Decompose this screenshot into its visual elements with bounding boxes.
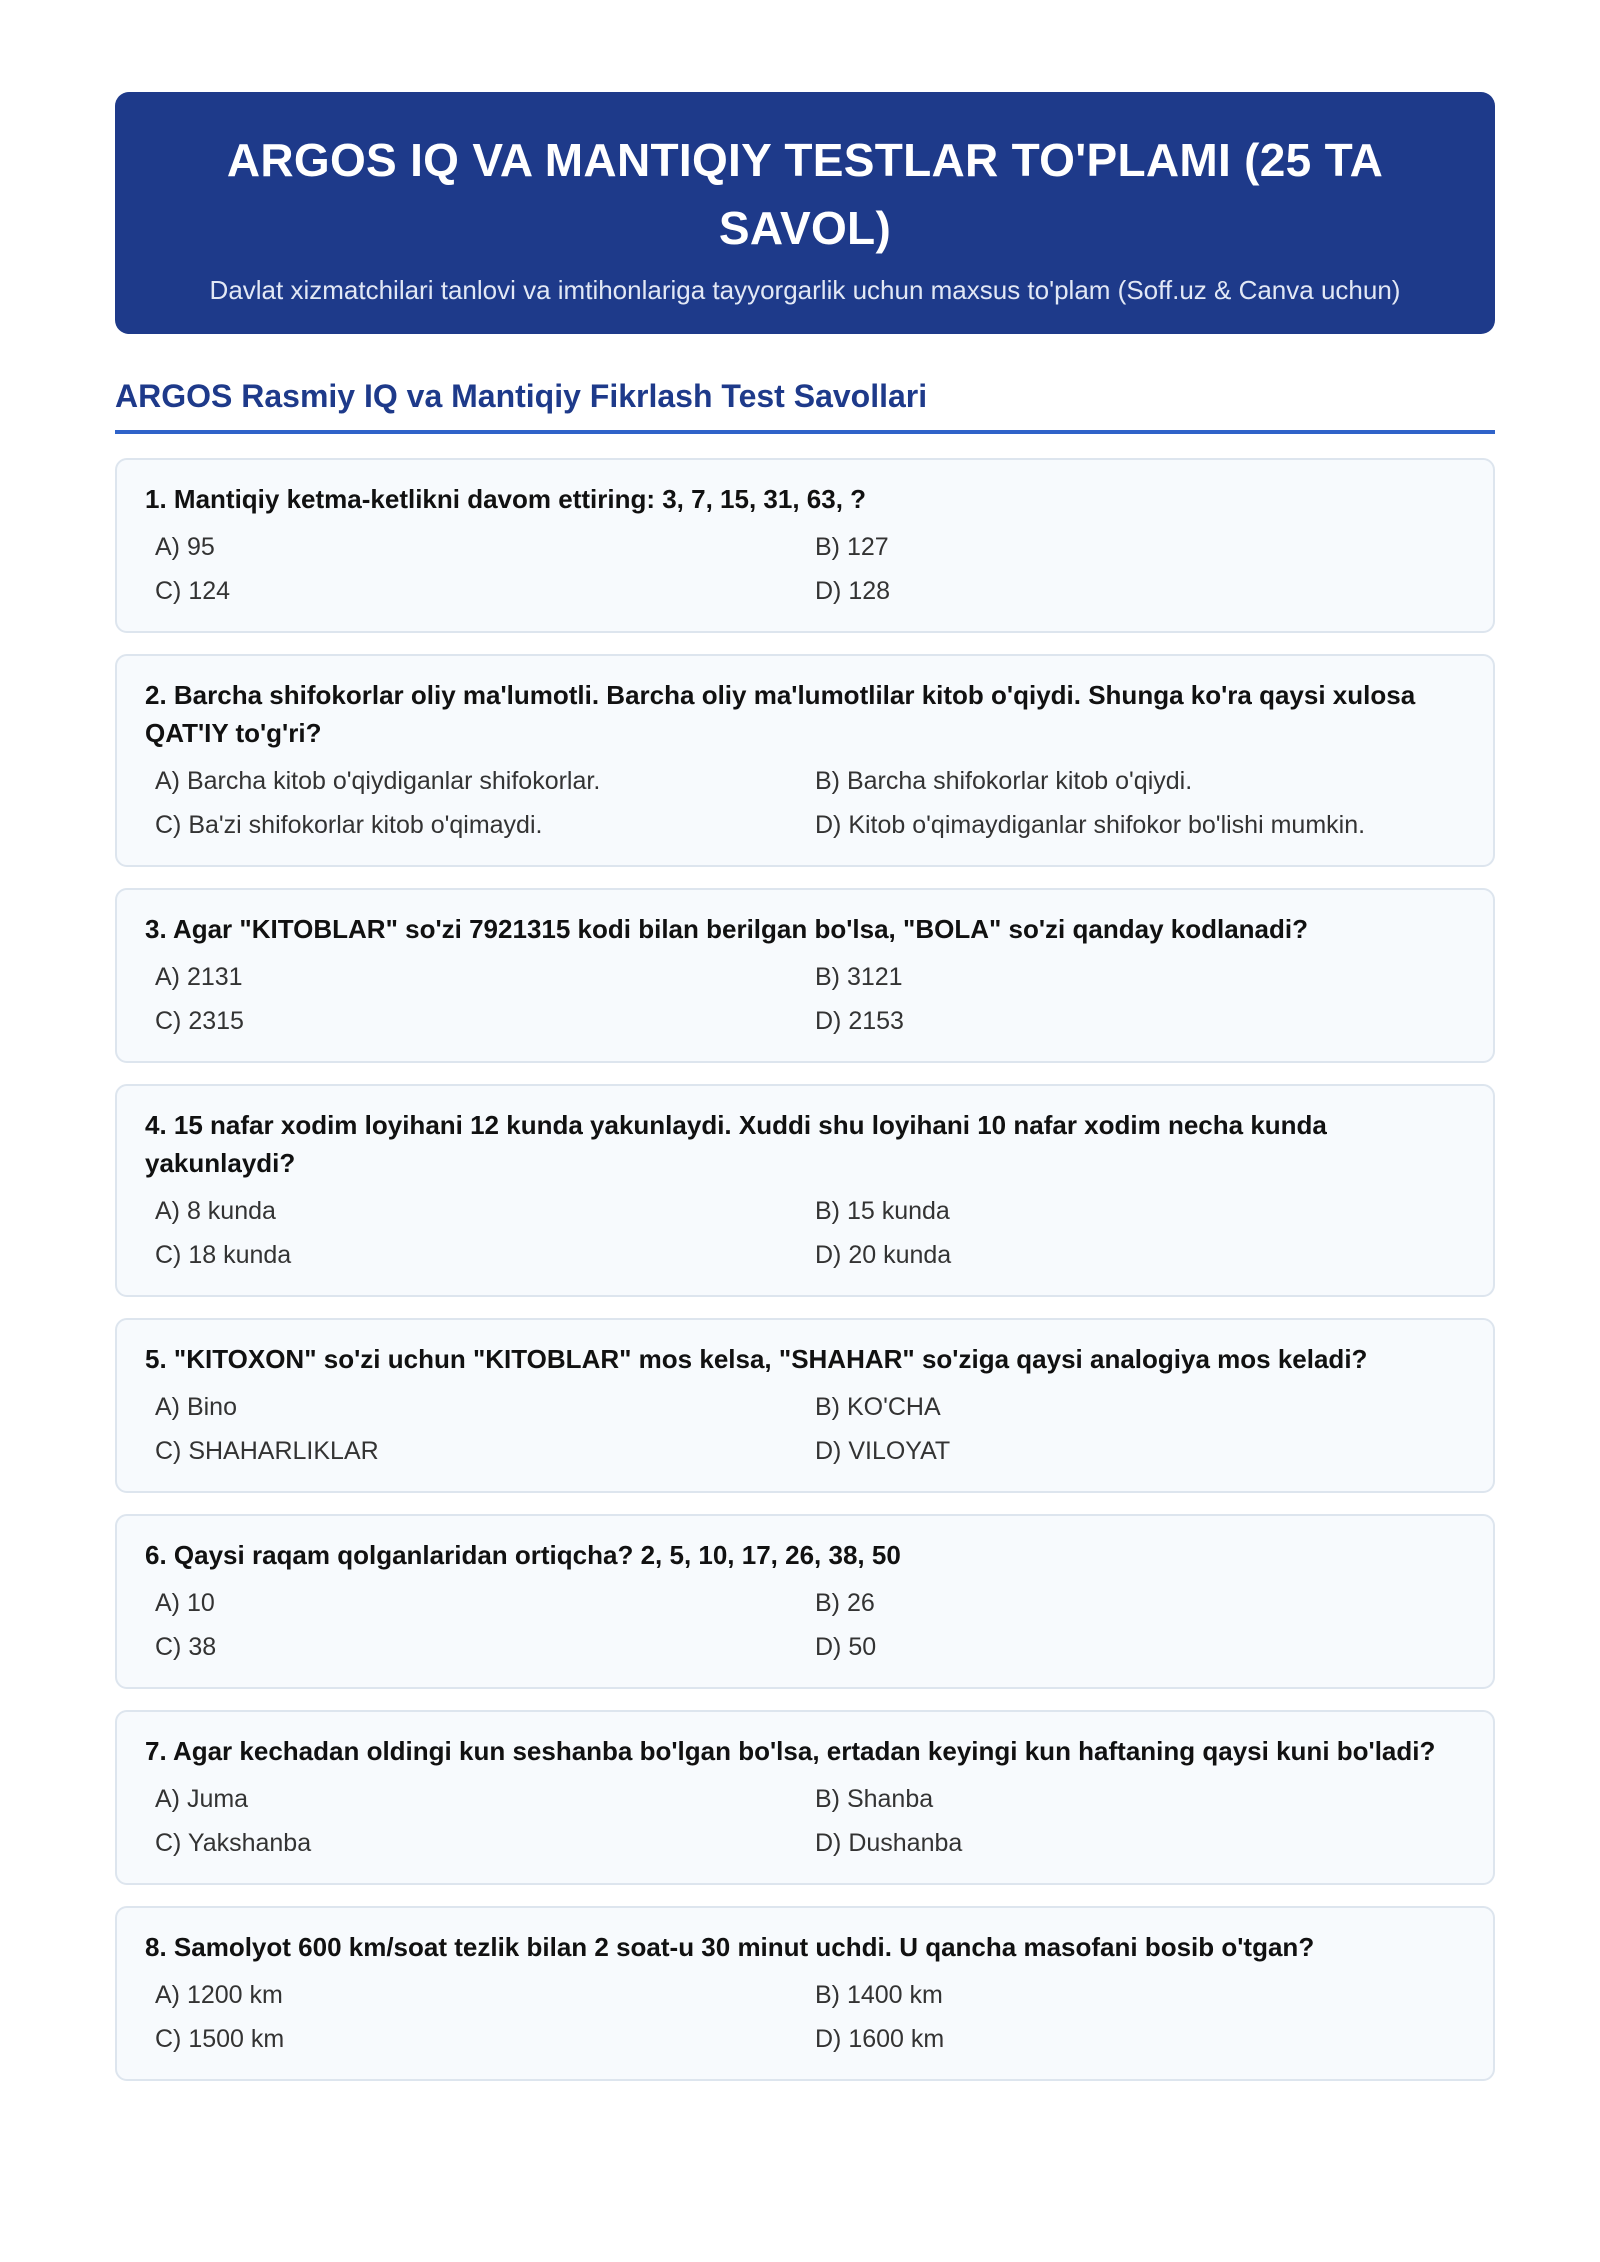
question-text: 6. Qaysi raqam qolganlaridan ortiqcha? 2, 5, 10, 17, 26, 38, 50 [145, 1540, 901, 1570]
question-text: 8. Samolyot 600 km/soat tezlik bilan 2 soat-u 30 minut uchdi. U qancha masofani bosib o'tgan? [145, 1932, 1315, 1962]
question-card [115, 1906, 1495, 2081]
option-d: D) 50 [815, 1633, 877, 1661]
option-d: D) 2153 [815, 1007, 904, 1035]
answer-options [145, 1581, 1465, 1669]
option-b: B) KO'CHA [815, 1393, 941, 1421]
option-b: B) 127 [815, 533, 889, 561]
option-b: B) 26 [815, 1589, 875, 1617]
answer-options [145, 759, 1465, 847]
question-card [115, 654, 1495, 867]
question-text: 3. Agar "KITOBLAR" so'zi 7921315 kodi bilan berilgan bo'lsa, "BOLA" so'zi qanday kodlanadi? [145, 914, 1308, 944]
question-card [115, 458, 1495, 633]
question-card [115, 888, 1495, 1063]
option-a: A) Juma [155, 1785, 249, 1813]
option-a: A) Bino [155, 1393, 237, 1421]
question-card [115, 1710, 1495, 1885]
header-banner [115, 92, 1495, 334]
option-b: B) Barcha shifokorlar kitob o'qiydi. [815, 767, 1193, 795]
question-text: 4. 15 nafar xodim loyihani 12 kunda yakunlaydi. Xuddi shu loyihani 10 nafar xodim necha kunda yakunlaydi? [145, 1110, 1327, 1178]
option-b: B) 15 kunda [815, 1197, 950, 1225]
answer-options [145, 525, 1465, 613]
question-text: 7. Agar kechadan oldingi kun seshanba bo'lgan bo'lsa, ertadan keyingi kun haftaning qaysi kuni bo'ladi? [145, 1736, 1436, 1766]
option-c: C) Yakshanba [155, 1829, 312, 1857]
document-page [115, 92, 1495, 2102]
option-c: C) 1500 km [155, 2025, 285, 2053]
option-c: C) 2315 [155, 1007, 244, 1035]
answer-options [145, 1777, 1465, 1865]
section-title: ARGOS Rasmiy IQ va Mantiqiy Fikrlash Test Savollari [115, 376, 1495, 434]
option-d: D) 20 kunda [815, 1241, 952, 1269]
option-c: C) 18 kunda [155, 1241, 292, 1269]
question-text: 2. Barcha shifokorlar oliy ma'lumotli. Barcha oliy ma'lumotlilar kitob o'qiydi. Shunga ko'ra qaysi xulosa QAT'IY to'g'ri? [145, 680, 1416, 748]
option-a: A) 1200 km [155, 1981, 283, 2009]
option-b: B) 3121 [815, 963, 903, 991]
option-c: C) SHAHARLIKLAR [155, 1437, 379, 1465]
option-a: A) 95 [155, 533, 215, 561]
option-d: D) Dushanba [815, 1829, 963, 1857]
option-c: C) 38 [155, 1633, 217, 1661]
option-a: A) 8 kunda [155, 1197, 276, 1225]
answer-options [145, 1973, 1465, 2061]
option-d: D) 128 [815, 577, 891, 605]
option-a: A) 2131 [155, 963, 243, 991]
answer-options [145, 955, 1465, 1043]
question-card [115, 1084, 1495, 1297]
option-a: A) 10 [155, 1589, 215, 1617]
question-list [115, 458, 1495, 2081]
question-card [115, 1318, 1495, 1493]
page-title: ARGOS IQ VA MANTIQIY TESTLAR TO'PLAMI (25 TA SAVOL) [226, 134, 1384, 254]
option-c: C) Ba'zi shifokorlar kitob o'qimaydi. [155, 811, 543, 839]
option-d: D) Kitob o'qimaydiganlar shifokor bo'lishi mumkin. [815, 811, 1366, 839]
option-b: B) Shanba [815, 1785, 934, 1813]
question-text: 1. Mantiqiy ketma-ketlikni davom ettiring: 3, 7, 15, 31, 63, ? [145, 484, 867, 514]
option-b: B) 1400 km [815, 1981, 943, 2009]
question-text: 5. "KITOXON" so'zi uchun "KITOBLAR" mos kelsa, "SHAHAR" so'ziga qaysi analogiya mos keladi? [145, 1344, 1368, 1374]
option-d: D) VILOYAT [815, 1437, 951, 1465]
answer-options [145, 1189, 1465, 1277]
option-c: C) 124 [155, 577, 231, 605]
answer-options [145, 1385, 1465, 1473]
page-subtitle: Davlat xizmatchilari tanlovi va imtihonlariga tayyorgarlik uchun maxsus to'plam (Soff.uz & Canva uchun) [209, 275, 1401, 305]
option-a: A) Barcha kitob o'qiydiganlar shifokorlar. [155, 767, 601, 795]
question-card [115, 1514, 1495, 1689]
option-d: D) 1600 km [815, 2025, 945, 2053]
